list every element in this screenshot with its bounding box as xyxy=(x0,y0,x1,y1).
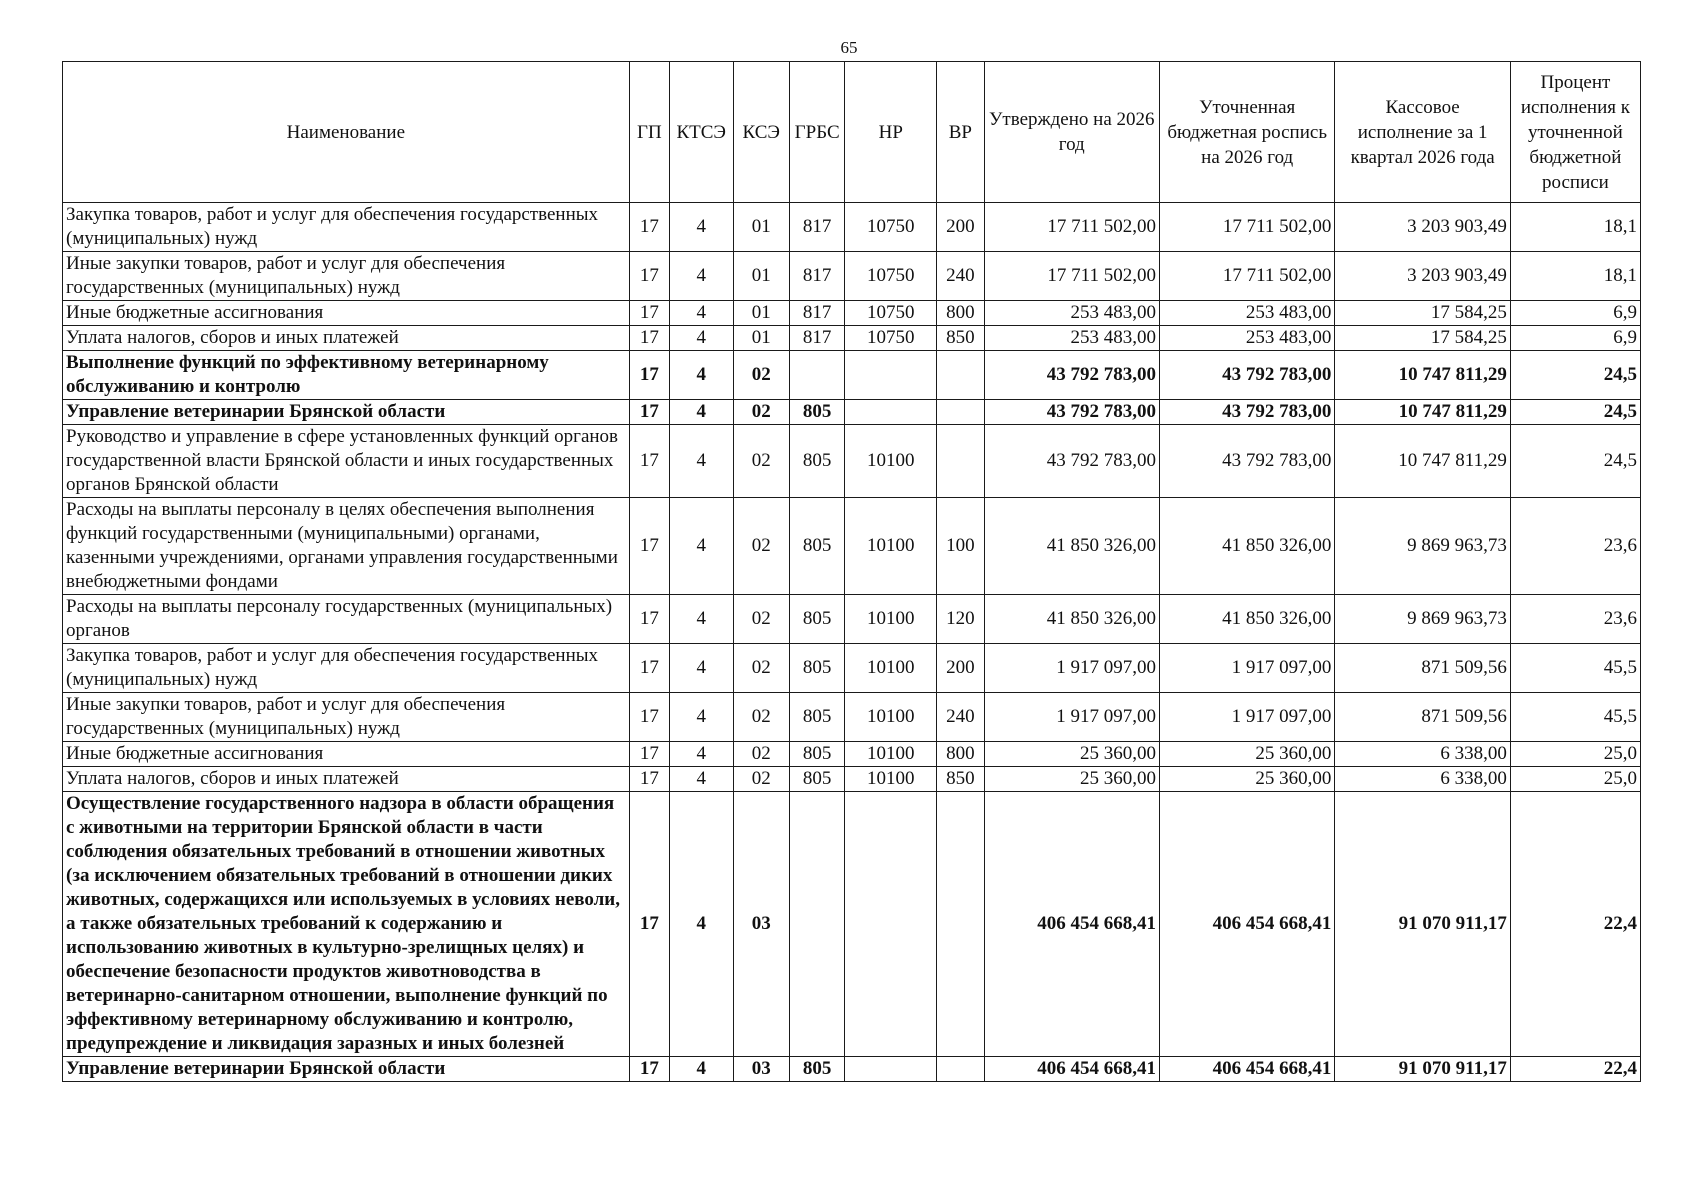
row-nr xyxy=(845,1057,937,1082)
row-percent: 25,0 xyxy=(1510,767,1640,792)
row-name: Осуществление государственного надзора в области обращения с животными на территории Брянской области в части соблюдения обязательных требований в отношении животных (за исключением обязательных требований в отношении диких животных, содержащихся или используемых в условиях неволи, а также обязательных требований к содержанию и использованию животных в культурно-зрелищных целях) и обеспечение безопасности продуктов животноводства в ветеринарно-санитарном отношении, выполнение функций по эффективному ветеринарному обслуживанию и контролю, предупреждение и ликвидация заразных и иных болезней xyxy=(63,792,630,1057)
row-cash: 9 869 963,73 xyxy=(1335,498,1510,595)
row-vr xyxy=(937,792,984,1057)
row-nr: 10100 xyxy=(845,644,937,693)
row-refined: 1 917 097,00 xyxy=(1159,644,1334,693)
row-cash: 9 869 963,73 xyxy=(1335,595,1510,644)
row-vr: 240 xyxy=(937,252,984,301)
row-cash: 6 338,00 xyxy=(1335,742,1510,767)
row-approved: 406 454 668,41 xyxy=(984,1057,1159,1082)
row-name: Иные закупки товаров, работ и услуг для обеспечения государственных (муниципальных) нужд xyxy=(63,693,630,742)
row-approved: 43 792 783,00 xyxy=(984,400,1159,425)
header-grbs: ГРБС xyxy=(789,62,844,203)
row-grbs: 805 xyxy=(789,1057,844,1082)
row-vr xyxy=(937,425,984,498)
row-refined: 253 483,00 xyxy=(1159,301,1334,326)
table-row-subtotal xyxy=(63,351,1641,400)
row-nr: 10750 xyxy=(845,252,937,301)
row-gp: 17 xyxy=(629,301,669,326)
row-gp: 17 xyxy=(629,400,669,425)
row-name: Уплата налогов, сборов и иных платежей xyxy=(63,326,630,351)
row-nr: 10100 xyxy=(845,742,937,767)
header-ktse: КТСЭ xyxy=(669,62,733,203)
row-ktse: 4 xyxy=(669,644,733,693)
table-header-row xyxy=(63,62,1641,203)
row-grbs: 817 xyxy=(789,326,844,351)
row-ktse: 4 xyxy=(669,1057,733,1082)
row-gp: 17 xyxy=(629,742,669,767)
row-name: Закупка товаров, работ и услуг для обеспечения государственных (муниципальных) нужд xyxy=(63,203,630,252)
row-kse: 02 xyxy=(733,742,789,767)
row-kse: 03 xyxy=(733,792,789,1057)
table-row xyxy=(63,203,1641,252)
row-approved: 41 850 326,00 xyxy=(984,595,1159,644)
row-ktse: 4 xyxy=(669,595,733,644)
row-refined: 41 850 326,00 xyxy=(1159,595,1334,644)
row-kse: 03 xyxy=(733,1057,789,1082)
row-vr xyxy=(937,1057,984,1082)
row-name: Иные закупки товаров, работ и услуг для обеспечения государственных (муниципальных) нужд xyxy=(63,252,630,301)
table-row xyxy=(63,326,1641,351)
row-approved: 25 360,00 xyxy=(984,742,1159,767)
row-approved: 253 483,00 xyxy=(984,301,1159,326)
table-row xyxy=(63,425,1641,498)
row-name: Управление ветеринарии Брянской области xyxy=(63,1057,630,1082)
table-row xyxy=(63,767,1641,792)
row-percent: 24,5 xyxy=(1510,400,1640,425)
row-percent: 22,4 xyxy=(1510,1057,1640,1082)
table-row-subtotal xyxy=(63,1057,1641,1082)
row-ktse: 4 xyxy=(669,425,733,498)
header-nr: НР xyxy=(845,62,937,203)
row-percent: 24,5 xyxy=(1510,351,1640,400)
row-approved: 17 711 502,00 xyxy=(984,252,1159,301)
row-nr xyxy=(845,792,937,1057)
row-kse: 02 xyxy=(733,693,789,742)
row-percent: 23,6 xyxy=(1510,595,1640,644)
header-vr: ВР xyxy=(937,62,984,203)
row-nr xyxy=(845,351,937,400)
table-row xyxy=(63,498,1641,595)
row-approved: 43 792 783,00 xyxy=(984,425,1159,498)
row-ktse: 4 xyxy=(669,351,733,400)
table-row-subtotal xyxy=(63,792,1641,1057)
row-approved: 43 792 783,00 xyxy=(984,351,1159,400)
row-refined: 1 917 097,00 xyxy=(1159,693,1334,742)
row-kse: 01 xyxy=(733,326,789,351)
row-gp: 17 xyxy=(629,644,669,693)
table-row-subtotal xyxy=(63,400,1641,425)
row-percent: 45,5 xyxy=(1510,644,1640,693)
row-gp: 17 xyxy=(629,792,669,1057)
row-vr: 200 xyxy=(937,203,984,252)
row-vr: 800 xyxy=(937,301,984,326)
row-ktse: 4 xyxy=(669,326,733,351)
row-refined: 25 360,00 xyxy=(1159,742,1334,767)
row-refined: 25 360,00 xyxy=(1159,767,1334,792)
row-vr xyxy=(937,400,984,425)
row-gp: 17 xyxy=(629,326,669,351)
row-percent: 45,5 xyxy=(1510,693,1640,742)
row-kse: 02 xyxy=(733,767,789,792)
row-name: Иные бюджетные ассигнования xyxy=(63,742,630,767)
row-ktse: 4 xyxy=(669,767,733,792)
row-kse: 01 xyxy=(733,301,789,326)
header-refined: Уточненная бюджетная роспись на 2026 год xyxy=(1159,62,1334,203)
row-nr: 10100 xyxy=(845,767,937,792)
table-row xyxy=(63,693,1641,742)
header-approved: Утверждено на 2026 год xyxy=(984,62,1159,203)
row-approved: 17 711 502,00 xyxy=(984,203,1159,252)
row-vr: 800 xyxy=(937,742,984,767)
row-cash: 17 584,25 xyxy=(1335,301,1510,326)
row-grbs xyxy=(789,351,844,400)
row-nr xyxy=(845,400,937,425)
row-cash: 91 070 911,17 xyxy=(1335,1057,1510,1082)
row-ktse: 4 xyxy=(669,203,733,252)
row-kse: 02 xyxy=(733,425,789,498)
row-kse: 01 xyxy=(733,203,789,252)
row-percent: 18,1 xyxy=(1510,252,1640,301)
row-name: Уплата налогов, сборов и иных платежей xyxy=(63,767,630,792)
row-ktse: 4 xyxy=(669,400,733,425)
row-cash: 91 070 911,17 xyxy=(1335,792,1510,1057)
row-kse: 02 xyxy=(733,400,789,425)
row-approved: 41 850 326,00 xyxy=(984,498,1159,595)
row-nr: 10100 xyxy=(845,498,937,595)
header-kse: КСЭ xyxy=(733,62,789,203)
row-gp: 17 xyxy=(629,595,669,644)
row-cash: 10 747 811,29 xyxy=(1335,425,1510,498)
header-percent: Процент исполнения к уточненной бюджетной росписи xyxy=(1510,62,1640,203)
row-approved: 406 454 668,41 xyxy=(984,792,1159,1057)
row-cash: 17 584,25 xyxy=(1335,326,1510,351)
header-name: Наименование xyxy=(63,62,630,203)
table-row xyxy=(63,252,1641,301)
row-name: Расходы на выплаты персоналу государственных (муниципальных) органов xyxy=(63,595,630,644)
row-refined: 43 792 783,00 xyxy=(1159,400,1334,425)
row-vr: 100 xyxy=(937,498,984,595)
row-nr: 10750 xyxy=(845,326,937,351)
row-kse: 02 xyxy=(733,498,789,595)
row-cash: 10 747 811,29 xyxy=(1335,351,1510,400)
row-vr: 200 xyxy=(937,644,984,693)
row-vr: 850 xyxy=(937,326,984,351)
row-ktse: 4 xyxy=(669,792,733,1057)
row-grbs: 805 xyxy=(789,498,844,595)
row-ktse: 4 xyxy=(669,742,733,767)
row-cash: 871 509,56 xyxy=(1335,693,1510,742)
table-row xyxy=(63,301,1641,326)
row-vr xyxy=(937,351,984,400)
row-nr: 10100 xyxy=(845,693,937,742)
table-row xyxy=(63,644,1641,693)
row-ktse: 4 xyxy=(669,693,733,742)
row-gp: 17 xyxy=(629,252,669,301)
row-name: Иные бюджетные ассигнования xyxy=(63,301,630,326)
row-grbs: 805 xyxy=(789,425,844,498)
row-grbs: 805 xyxy=(789,595,844,644)
row-refined: 406 454 668,41 xyxy=(1159,792,1334,1057)
row-ktse: 4 xyxy=(669,301,733,326)
row-cash: 871 509,56 xyxy=(1335,644,1510,693)
row-approved: 1 917 097,00 xyxy=(984,644,1159,693)
row-grbs: 805 xyxy=(789,400,844,425)
row-kse: 02 xyxy=(733,644,789,693)
row-approved: 25 360,00 xyxy=(984,767,1159,792)
row-vr: 240 xyxy=(937,693,984,742)
row-vr: 850 xyxy=(937,767,984,792)
row-kse: 02 xyxy=(733,351,789,400)
row-approved: 1 917 097,00 xyxy=(984,693,1159,742)
row-name: Закупка товаров, работ и услуг для обеспечения государственных (муниципальных) нужд xyxy=(63,644,630,693)
row-percent: 6,9 xyxy=(1510,301,1640,326)
row-refined: 253 483,00 xyxy=(1159,326,1334,351)
row-grbs: 817 xyxy=(789,203,844,252)
row-ktse: 4 xyxy=(669,252,733,301)
row-approved: 253 483,00 xyxy=(984,326,1159,351)
row-ktse: 4 xyxy=(669,498,733,595)
row-refined: 41 850 326,00 xyxy=(1159,498,1334,595)
row-percent: 18,1 xyxy=(1510,203,1640,252)
row-percent: 22,4 xyxy=(1510,792,1640,1057)
row-grbs: 805 xyxy=(789,742,844,767)
table-row xyxy=(63,595,1641,644)
row-refined: 17 711 502,00 xyxy=(1159,252,1334,301)
row-refined: 17 711 502,00 xyxy=(1159,203,1334,252)
row-gp: 17 xyxy=(629,767,669,792)
row-cash: 10 747 811,29 xyxy=(1335,400,1510,425)
row-gp: 17 xyxy=(629,498,669,595)
row-name: Руководство и управление в сфере установленных функций органов государственной власти Брянской области и иных государственных органов Брянской области xyxy=(63,425,630,498)
row-gp: 17 xyxy=(629,351,669,400)
row-gp: 17 xyxy=(629,425,669,498)
row-cash: 3 203 903,49 xyxy=(1335,252,1510,301)
row-cash: 3 203 903,49 xyxy=(1335,203,1510,252)
row-grbs: 817 xyxy=(789,252,844,301)
row-grbs: 805 xyxy=(789,693,844,742)
header-cash: Кассовое исполнение за 1 квартал 2026 года xyxy=(1335,62,1510,203)
row-grbs xyxy=(789,792,844,1057)
budget-execution-table xyxy=(62,61,1641,1082)
table-row xyxy=(63,742,1641,767)
page-number: 65 xyxy=(840,38,858,57)
row-name: Выполнение функций по эффективному ветеринарному обслуживанию и контролю xyxy=(63,351,630,400)
row-kse: 02 xyxy=(733,595,789,644)
row-percent: 6,9 xyxy=(1510,326,1640,351)
row-nr: 10100 xyxy=(845,595,937,644)
row-refined: 406 454 668,41 xyxy=(1159,1057,1334,1082)
row-cash: 6 338,00 xyxy=(1335,767,1510,792)
row-gp: 17 xyxy=(629,1057,669,1082)
row-percent: 24,5 xyxy=(1510,425,1640,498)
row-percent: 25,0 xyxy=(1510,742,1640,767)
row-nr: 10100 xyxy=(845,425,937,498)
row-gp: 17 xyxy=(629,693,669,742)
row-percent: 23,6 xyxy=(1510,498,1640,595)
row-nr: 10750 xyxy=(845,203,937,252)
row-grbs: 805 xyxy=(789,644,844,693)
row-vr: 120 xyxy=(937,595,984,644)
row-refined: 43 792 783,00 xyxy=(1159,425,1334,498)
row-gp: 17 xyxy=(629,203,669,252)
row-kse: 01 xyxy=(733,252,789,301)
row-grbs: 817 xyxy=(789,301,844,326)
row-nr: 10750 xyxy=(845,301,937,326)
row-name: Расходы на выплаты персоналу в целях обеспечения выполнения функций государственными (муниципальными) органами, казенными учреждениями, органами управления государственными внебюджетными фондами xyxy=(63,498,630,595)
row-name: Управление ветеринарии Брянской области xyxy=(63,400,630,425)
row-grbs: 805 xyxy=(789,767,844,792)
header-gp: ГП xyxy=(629,62,669,203)
row-refined: 43 792 783,00 xyxy=(1159,351,1334,400)
